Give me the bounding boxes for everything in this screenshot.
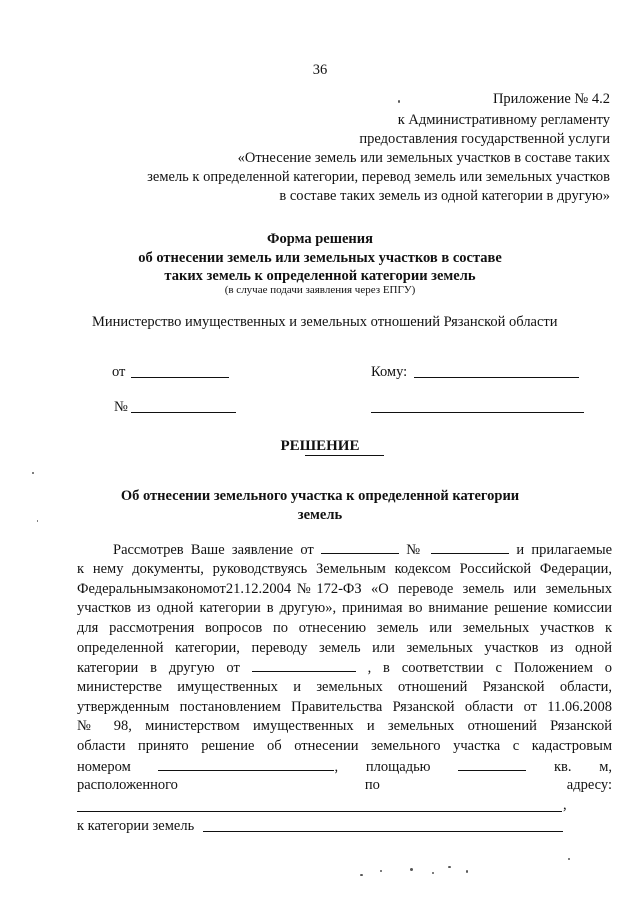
body-line [77, 658, 612, 679]
body-text: № [406, 542, 424, 558]
appendix-line: предоставления государственной услуги [359, 131, 610, 147]
appendix-title: Приложение № 4.2 [492, 91, 610, 107]
from-date-blank [131, 377, 229, 378]
body-line: № 98, министерством имущественных и земельных отношений Рязанской [77, 718, 612, 734]
land-category-blank [203, 831, 563, 832]
page-number: 36 [312, 62, 328, 78]
body-text: по [364, 777, 380, 793]
body-line: области принято решение об отнесении земельного участка с кадастровым [77, 738, 612, 754]
body-text: , [563, 797, 567, 813]
body-text: м, [599, 759, 613, 775]
body-text: расположенного [77, 777, 178, 793]
commission-date-blank [252, 658, 356, 672]
form-title: Форма решения [267, 231, 373, 247]
scan-speck [448, 866, 451, 868]
recipient-blank [414, 377, 579, 378]
area-blank [458, 757, 526, 771]
scan-speck [398, 100, 400, 103]
scan-speck [380, 870, 382, 872]
form-title-line: таких земель к определенной категории земель [164, 268, 476, 284]
appendix-line: в составе таких земель из одной категории в другую» [279, 188, 610, 204]
scan-speck [32, 472, 34, 474]
body-text: Рассмотрев Ваше заявление от [113, 542, 314, 558]
subheading-line: земель [297, 507, 343, 523]
ministry-name: Министерство имущественных и земельных отношений Рязанской области [92, 314, 558, 330]
body-line [77, 776, 612, 796]
scan-speck [410, 868, 413, 871]
subheading: Об отнесении земельного участка к определенной категории [120, 488, 520, 504]
scan-speck [466, 870, 468, 873]
body-line: министерстве имущественных и земельных отношений Рязанской области, [77, 679, 612, 695]
body-text: адресу: [566, 777, 612, 793]
from-label: от [112, 364, 126, 380]
body-text: площадью [365, 759, 431, 775]
number-label: № [114, 399, 128, 415]
number-blank [131, 412, 236, 413]
scan-speck [432, 872, 434, 874]
body-text: кв. [553, 759, 572, 775]
application-date-blank [321, 540, 399, 554]
body-text: и прилагаемые [516, 542, 612, 558]
decision-heading-underline [305, 455, 384, 456]
appendix-line: земель к определенной категории, перевод земель или земельных участков [147, 169, 610, 185]
scan-speck [568, 858, 570, 860]
body-line: определенной категории, переводу земель или земельных участков из одной [77, 640, 612, 656]
body-line: утвержденным постановлением Правительства Рязанской области от 11.06.2008 [77, 699, 612, 715]
appendix-line: «Отнесение земель или земельных участков в составе таких [237, 150, 610, 166]
form-title-line: об отнесении земель или земельных участков в составе [138, 250, 502, 266]
body-line: Федеральнымзакономот21.12.2004№172-ФЗ «О переводе земель или земельных [77, 581, 612, 597]
address-blank [77, 811, 562, 812]
application-number-blank [431, 540, 509, 554]
scan-speck [37, 520, 38, 522]
body-text: , в соответствии с Положением о [367, 660, 613, 676]
body-line: к категории земель [77, 818, 195, 834]
decision-heading: РЕШЕНИЕ [280, 438, 360, 454]
body-line: для рассмотрения вопросов по отнесению земель или земельных участков к [77, 620, 612, 636]
appendix-line: к Административному регламенту [397, 112, 610, 128]
body-text: категории в другую от [77, 660, 240, 676]
form-note: (в случае подачи заявления через ЕПГУ) [224, 284, 416, 296]
body-line: участков из одной категории в другую», принимая во внимание решение комиссии [77, 600, 612, 616]
to-label: Кому: [371, 364, 408, 380]
recipient-blank-2 [371, 412, 584, 413]
body-text: , [334, 759, 339, 775]
body-line [77, 757, 612, 778]
body-line [113, 540, 612, 561]
scan-speck [360, 874, 363, 876]
cadastral-number-blank [158, 757, 334, 771]
body-line: к нему документы, руководствуясь Земельным кодексом Российской Федерации, [77, 561, 612, 577]
body-text: номером [77, 759, 131, 775]
